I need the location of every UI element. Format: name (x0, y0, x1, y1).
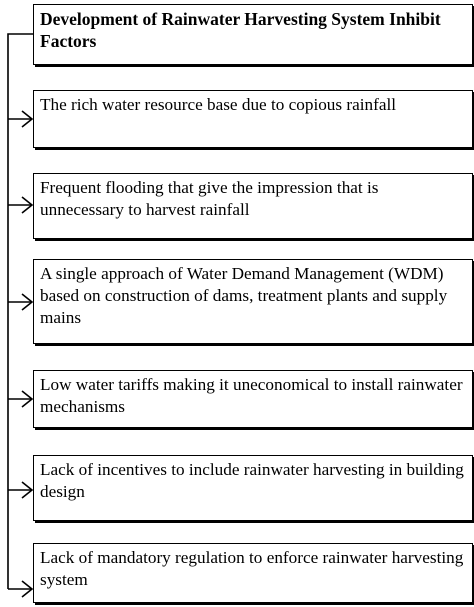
factor-box-2 (33, 173, 473, 239)
arrow-factor-4 (8, 391, 32, 407)
factor-box-6 (33, 543, 473, 603)
factor-box-1 (33, 90, 473, 148)
factor-text-6: Lack of mandatory regulation to enforce rainwater harvesting system (40, 548, 464, 589)
factor-text-5: Lack of incentives to include rainwater harvesting in building design (40, 460, 464, 501)
factor-box-3 (33, 259, 473, 344)
arrow-factor-5 (8, 482, 32, 498)
factor-text-4: Low water tariffs making it uneconomical to install rainwater mechanisms (40, 375, 463, 416)
title-text: Development of Rainwater Harvesting System Inhibit Factors (40, 9, 441, 51)
factor-text-1: The rich water resource base due to copious rainfall (40, 95, 397, 114)
arrow-factor-1 (8, 111, 32, 127)
factor-text-2: Frequent flooding that give the impression that is unnecessary to harvest rainfall (40, 178, 379, 219)
arrow-factor-3 (8, 294, 32, 310)
factor-box-5 (33, 455, 473, 521)
arrow-factor-2 (8, 197, 32, 213)
factor-text-3: A single approach of Water Demand Management (WDM) based on construction of dams, treatment plants and supply mains (40, 264, 448, 327)
factor-box-4 (33, 370, 473, 428)
title-box (33, 4, 473, 65)
arrow-factor-6 (8, 581, 32, 597)
